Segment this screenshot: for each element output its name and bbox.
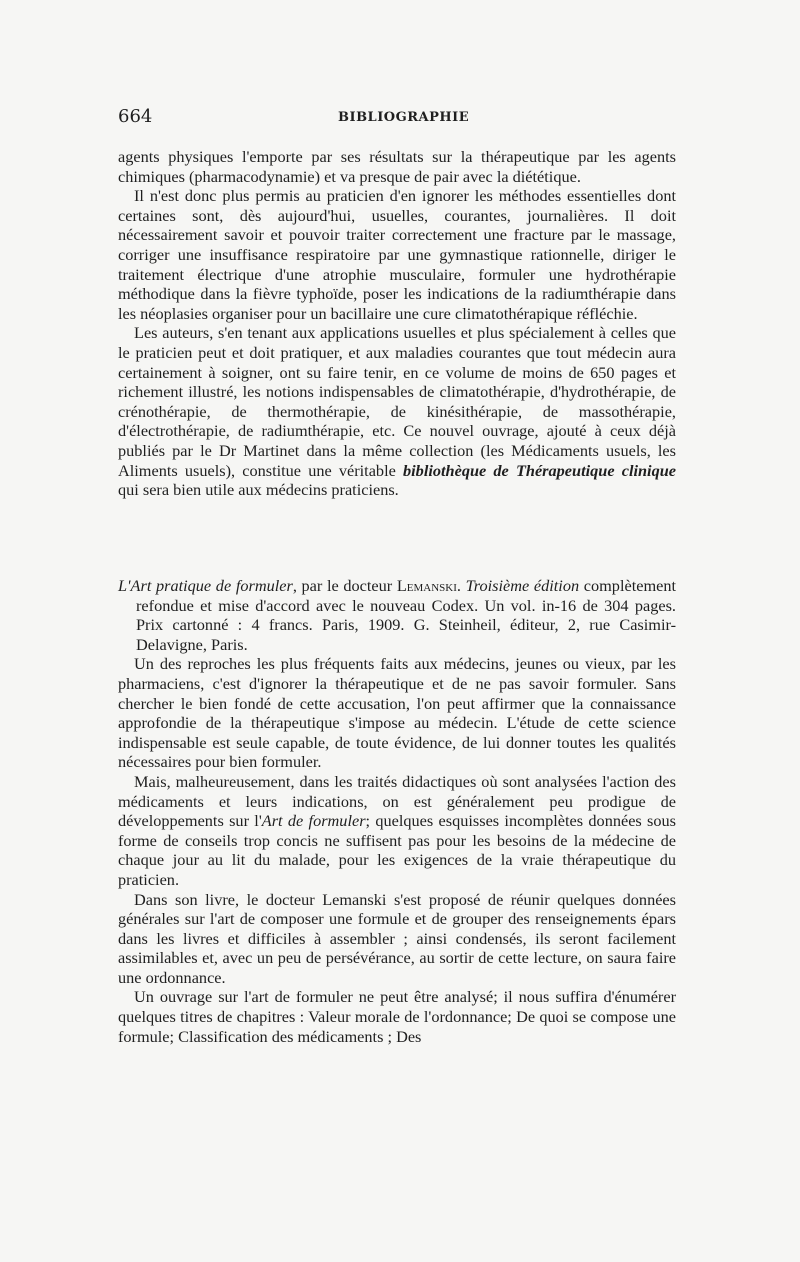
- text-run: , par le docteur: [292, 576, 393, 595]
- paragraph: [118, 323, 676, 499]
- paragraph: Un des reproches les plus fréquents faits aux médecins, jeunes ou vieux, par les pharmaciens, c'est d'ignorer la thérapeutique et de ne pas savoir formuler. Sans chercher le bien fondé de cette accusation, l'on peut affirmer que la connaissance approfondie de la thérapeutique s'impose au médecin. L'étude de cette science indispensable est seule capable, de toute évidence, de lui donner toutes les qualités nécessaires pour bien formuler.: [118, 654, 676, 772]
- author-name: Lemanski: [396, 576, 457, 595]
- paragraph: Dans son livre, le docteur Lemanski s'est proposé de réunir quelques données générales sur l'art de composer une formule et de grouper des renseignements épars dans les livres et difficiles à assembler ; ainsi condensés, ils seront facilement assimilables et, avec un peu de persévérance, au sortir de cette lecture, on saura faire une ordonnance.: [118, 889, 676, 987]
- text-run: ; quelques esquisses incomplètes données sous forme de conseils trop concis ne suffisent pas pour les besoins de la médecine de chaque jour au lit du malade, pour les exigences de la vraie thérapeutique du praticien.: [118, 811, 677, 889]
- book-reference: L'Art pratique de formuler, par le docteur Lemanski. Troisième édition complètement refondue et mise d'accord avec le nouveau Codex. Un vol. in-16 de 304 pages. Prix cartonné : 4 francs. Paris, 1909. G. Steinheil, éditeur, 2, rue Casimir-Delavigne, Paris.: [118, 576, 677, 654]
- paragraph: Un ouvrage sur l'art de formuler ne peut être analysé; il nous suffira d'énumérer quelques titres de chapitres : Valeur morale de l'ordonnance; De quoi se compose une formule; Classification des médicaments ; Des: [118, 987, 676, 1046]
- text-run: qui sera bien utile aux médecins praticiens.: [118, 480, 399, 500]
- paragraph: [118, 772, 676, 890]
- page-number: 664: [118, 106, 153, 127]
- paragraph: Il n'est donc plus permis au praticien d'en ignorer les méthodes essentielles dont certaines sont, dès aujourd'hui, usuelles, courantes, journalières. Il doit nécessairement savoir et pouvoir traiter correctement une fracture par le massage, corriger une insuffisance respiratoire par une gymnastique rationnelle, diriger le traitement électrique d'une atrophie musculaire, formuler une hydrothérapie méthodique dans la fièvre typhoïde, poser les indications de la radiumthérapie dans les néoplasies organiser pour un bacillaire une cure climatothérapique réfléchie.: [118, 186, 676, 323]
- italic-text: Art de formuler: [261, 811, 366, 831]
- paragraph: agents physiques l'emporte par ses résultats sur la thérapeutique par les agents chimiques (pharmacodynamie) et va presque de pair avec la diététique.: [118, 147, 676, 186]
- book-title: L'Art pratique de formuler: [118, 576, 293, 595]
- review-section-1: [118, 147, 676, 500]
- edition: Troisième édition: [465, 576, 580, 595]
- text-run: Mais, malheureusement, dans les traités didactiques où sont analysées l'action des médicaments et leurs indications, on est généralement peu prodigue de développements sur l': [118, 771, 676, 831]
- italic-text: bibliothèque de Thérapeutique clinique: [403, 460, 676, 480]
- review-section-2: [118, 576, 676, 1046]
- running-title: BIBLIOGRAPHIE: [338, 110, 470, 125]
- text-run: Les auteurs, s'en tenant aux applications usuelles et plus spécialement à celles que le praticien peut et doit pratiquer, et aux maladies courantes que tout médecin aura certainement à soigner, ont su faire tenir, en ce volume de moins de 650 pages et richement illustré, les notions indispensables de climatothérapie, d'hydrothérapie, de crénothérapie, de thermothérapie, de kinésithérapie, de massothérapie, d'électrothérapie, de radiumthérapie, etc. Ce nouvel ouvrage, ajouté à ceux déjà publiés par le Dr Martinet dans la même collection (les Médicaments usuels, les Aliments usuels), constitue une véritable: [118, 323, 676, 480]
- text-run: complètement refondue et mise d'accord avec le nouveau Codex. Un vol. in-16 de 304 pages. Prix cartonné : 4 francs. Paris, 1909. G. Steinheil, éditeur, 2, rue Casimir-Delavigne, Paris.: [136, 576, 677, 654]
